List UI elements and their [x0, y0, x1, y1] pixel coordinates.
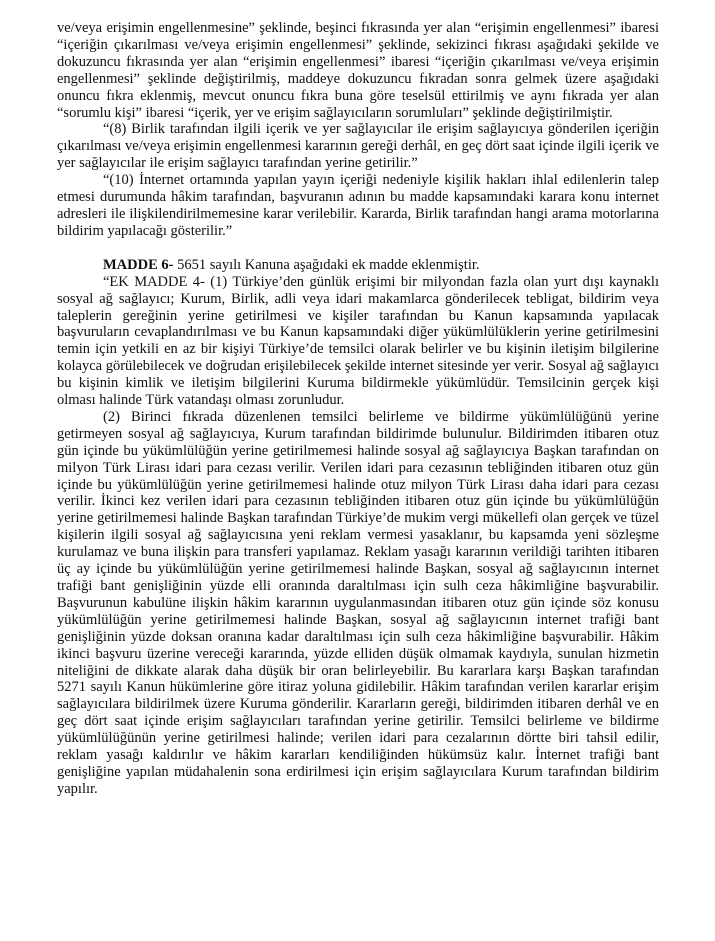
article-6-text: 5651 sayılı Kanuna aşağıdaki ek madde eklenmiştir.	[173, 256, 480, 273]
ek-madde-4-paragraph-1: “EK MADDE 4- (1) Türkiye’den günlük erişimi bir milyondan fazla olan yurt dışı kaynaklı sosyal ağ sağlayıcı; Kurum, Birlik, adli veya idari makamlarca gönderilecek tebligat, bildirim veya taleplerin gereğinin yerine getirilmesi ve kişiler tarafından bu Kanun kapsamında yapılacak başvuruların cevaplandırılması ve bu Kanun kapsamındaki diğer yükümlülüklerin yerine getirilmesini temin için yetkili en az bir kişiyi Türkiye’de temsilci olarak belirler ve bu kişinin iletişim bilgilerine kolayca görülebilecek ve doğrudan erişilebilecek şekilde internet sitesinde yer verir. Sosyal ağ sağlayıcı bu kişinin kimlik ve iletişim bilgilerini Kuruma bildirmekle yükümlüdür. Temsilcinin gerçek kişi olması halinde Türk vatandaşı olması zorunludur.	[57, 273, 659, 409]
article-6-paragraph	[57, 257, 659, 274]
quoted-paragraph-8: “(8) Birlik tarafından ilgili içerik ve yer sağlayıcılar ile erişim sağlayıcıya gönderilen içeriğin çıkarılması ve/veya erişimin engellenmesi kararının gereği derhâl, en geç dört saat içinde ilgili içerik ve yer sağlayıcılar ile erişim sağlayıcı tarafından yerine getirilir.”	[57, 121, 659, 172]
ek-madde-4-paragraph-2: (2) Birinci fıkrada düzenlenen temsilci belirleme ve bildirme yükümlülüğünü yerine getirmeyen sosyal ağ sağlayıcıya, Kurum tarafından bildirimde bulunulur. Bildirimden itibaren otuz gün içinde bu yükümlülüğün yerine getirilmemesi halinde sosyal ağ sağlayıcıya Başkan tarafından on milyon Türk Lirası idari para cezası verilir. Verilen idari para cezasının tebliğinden itibaren otuz gün içinde bu yükümlülüğün yerine getirilmemesi halinde otuz milyon Türk Lirası daha idari para cezası verilir. İkinci kez verilen idari para cezasının tebliğinden itibaren otuz gün içinde bu yükümlülüğün yerine getirilmemesi halinde Başkan tarafından Türkiye’de mukim vergi mükellefi olan gerçek ve tüzel kişilerin ilgili sosyal ağ sağlayıcısına yeni reklam vermesi yasaklanır, bu kapsamda yeni sözleşme kurulamaz ve buna ilişkin para transferi yapılamaz. Reklam yasağı kararının verildiği tarihten itibaren üç ay içinde bu yükümlülüğün yerine getirilmemesi halinde Başkan, sosyal ağ sağlayıcının internet trafiği bant genişliğinin yüzde elli oranında daraltılması için sulh ceza hâkimliğine başvurabilir. Başvurunun kabulüne ilişkin hâkim kararının uygulanmasından itibaren otuz gün içinde söz konusu yükümlülüğün yerine getirilmemesi halinde Başkan, sosyal ağ sağlayıcının internet trafiği bant genişliğinin yüzde doksan oranına kadar daraltılması için sulh ceza hâkimliğine başvurabilir. Hâkim ikinci başvuru üzerine vereceği kararında, yüzde elliden düşük olmamak kaydıyla, sunulan hizmetin niteliğini de dikkate alarak daha düşük bir oran belirleyebilir. Bu kararlara karşı Başkan tarafından 5271 sayılı Kanun hükümlerine göre itiraz yoluna gidilebilir. Hâkim tarafından verilen kararlar erişim sağlayıcılara bildirilmek üzere Kuruma gönderilir. Kararların gereği, bildirimden itibaren derhâl ve en geç dört saat içinde erişim sağlayıcıları tarafından yerine getirilir. Temsilci belirleme ve bildirme yükümlülüğünün yerine getirilmesi halinde; verilen idari para cezalarının dörtte biri tahsil edilir, reklam yasağı kaldırılır ve hâkim kararları kendiliğinden hükümsüz kalır. İnternet trafiği bant genişliğine yapılan müdahalenin sona erdirilmesi için erişim sağlayıcılara Kurum tarafından bildirim yapılır.	[57, 408, 659, 797]
article-6-heading: MADDE 6-	[103, 256, 174, 273]
quoted-paragraph-10: “(10) İnternet ortamında yapılan yayın içeriği nedeniyle kişilik hakları ihlal edilenlerin talep etmesi durumunda hâkim tarafından, başvuranın adının bu madde kapsamındaki karara konu internet adresleri ile ilişkilendirilmemesine karar verilebilir. Kararda, Birlik tarafından hangi arama motorlarına bildirim yapılacağı gösterilir.”	[57, 172, 659, 239]
amendment-continuation-paragraph: ve/veya erişimin engellenmesine” şeklinde, beşinci fıkrasında yer alan “erişimin engellenmesi” ibaresi “içeriğin çıkarılması ve/veya erişimin engellenmesi” şeklinde, sekizinci fıkrası aşağıdaki şekilde ve dokuzuncu fıkrasında yer alan “erişimin engellenmesi” ibaresi “içeriğin çıkarılması ve/veya erişimin engellenmesi” şeklinde değiştirilmiş, maddeye dokuzuncu fıkradan sonra gelmek üzere aşağıdaki onuncu fıkra eklenmiş, mevcut onuncu fıkra buna göre teselsül ettirilmiş ve aynı fıkrada yer alan “sorumlu kişi” ibaresi “içerik, yer ve erişim sağlayıcıların sorumluları” şeklinde değiştirilmiştir.	[57, 20, 659, 121]
